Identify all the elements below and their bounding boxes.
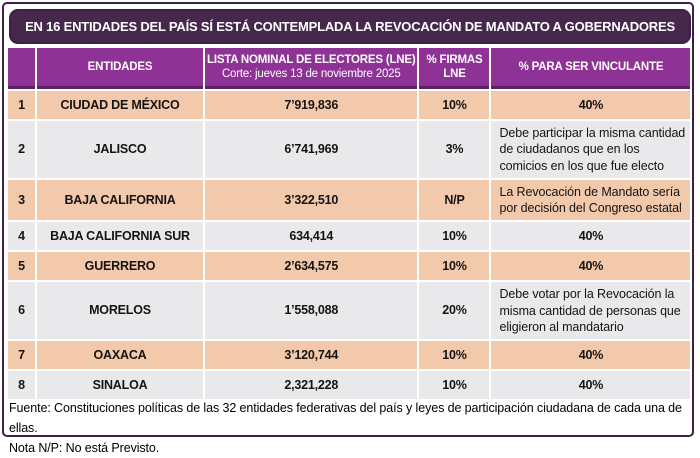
vinculante-cell: 40% — [491, 341, 690, 369]
header-number — [8, 48, 35, 89]
firmas-cell: 10% — [419, 341, 489, 369]
row-number-cell: 5 — [8, 252, 35, 280]
entity-cell: CIUDAD DE MÉXICO — [37, 91, 203, 119]
table-row — [8, 91, 690, 119]
lne-cell: 1’558,088 — [205, 282, 417, 339]
lne-cell: 7’919,836 — [205, 91, 417, 119]
firmas-cell: N/P — [419, 180, 489, 221]
entity-cell: JALISCO — [37, 121, 203, 178]
header-vinculante: % PARA SER VINCULANTE — [491, 48, 690, 89]
footer-notes — [9, 398, 693, 458]
entity-cell: SINALOA — [37, 371, 203, 399]
table-row — [8, 371, 690, 399]
row-number-cell: 2 — [8, 121, 35, 178]
vinculante-cell: 40% — [491, 222, 690, 250]
lne-cell: 3’120,744 — [205, 341, 417, 369]
firmas-cell: 20% — [419, 282, 489, 339]
header-firmas: % FIRMAS LNE — [419, 48, 489, 89]
lne-cell: 6’741,969 — [205, 121, 417, 178]
firmas-cell: 10% — [419, 222, 489, 250]
entities-table — [6, 46, 692, 401]
entity-cell: MORELOS — [37, 282, 203, 339]
firmas-cell: 10% — [419, 91, 489, 119]
lne-cell: 2,321,228 — [205, 371, 417, 399]
header-lne-title: LISTA NOMINAL DE ELECTORES (LNE) — [207, 53, 416, 66]
entity-cell: BAJA CALIFORNIA — [37, 180, 203, 221]
row-number-cell: 4 — [8, 222, 35, 250]
vinculante-cell: Debe participar la misma cantidad de ciudadanos que en los comicios en los que fue electo — [491, 121, 690, 178]
lne-cell: 3’322,510 — [205, 180, 417, 221]
entity-cell: OAXACA — [37, 341, 203, 369]
np-note: Nota N/P: No está Previsto. — [9, 441, 160, 455]
lne-cell: 634,414 — [205, 222, 417, 250]
row-number-cell: 8 — [8, 371, 35, 399]
banner-title: EN 16 ENTIDADES DEL PAÍS SÍ ESTÁ CONTEMPLADA LA REVOCACIÓN DE MANDATO A GOBERNADORES — [25, 19, 675, 34]
entity-cell: GUERRERO — [37, 252, 203, 280]
lne-cell: 2’634,575 — [205, 252, 417, 280]
row-number-cell: 7 — [8, 341, 35, 369]
table-row — [8, 282, 690, 339]
table-row — [8, 252, 690, 280]
table-row — [8, 341, 690, 369]
source-note: Fuente: Constituciones políticas de las 32 entidades federativas del país y leyes de participación ciudadana de cada una de ellas. — [9, 401, 682, 435]
firmas-cell: 10% — [419, 252, 489, 280]
entity-cell: BAJA CALIFORNIA SUR — [37, 222, 203, 250]
header-lne-subtitle: Corte: jueves 13 de noviembre 2025 — [221, 68, 401, 80]
vinculante-cell: La Revocación de Mandato sería por decisión del Congreso estatal — [491, 180, 690, 221]
banner — [9, 9, 691, 44]
row-number-cell: 3 — [8, 180, 35, 221]
vinculante-cell: 40% — [491, 252, 690, 280]
firmas-cell: 10% — [419, 371, 489, 399]
table-row — [8, 121, 690, 178]
vinculante-cell: 40% — [491, 371, 690, 399]
vinculante-cell: 40% — [491, 91, 690, 119]
firmas-cell: 3% — [419, 121, 489, 178]
table-row — [8, 222, 690, 250]
table-header — [8, 48, 690, 89]
row-number-cell: 6 — [8, 282, 35, 339]
table-row — [8, 180, 690, 221]
header-lne — [205, 48, 417, 89]
table-body — [8, 91, 690, 399]
header-entidades: ENTIDADES — [37, 48, 203, 89]
vinculante-cell: Debe votar por la Revocación la misma cantidad de personas que eligieron al mandatario — [491, 282, 690, 339]
row-number-cell: 1 — [8, 91, 35, 119]
